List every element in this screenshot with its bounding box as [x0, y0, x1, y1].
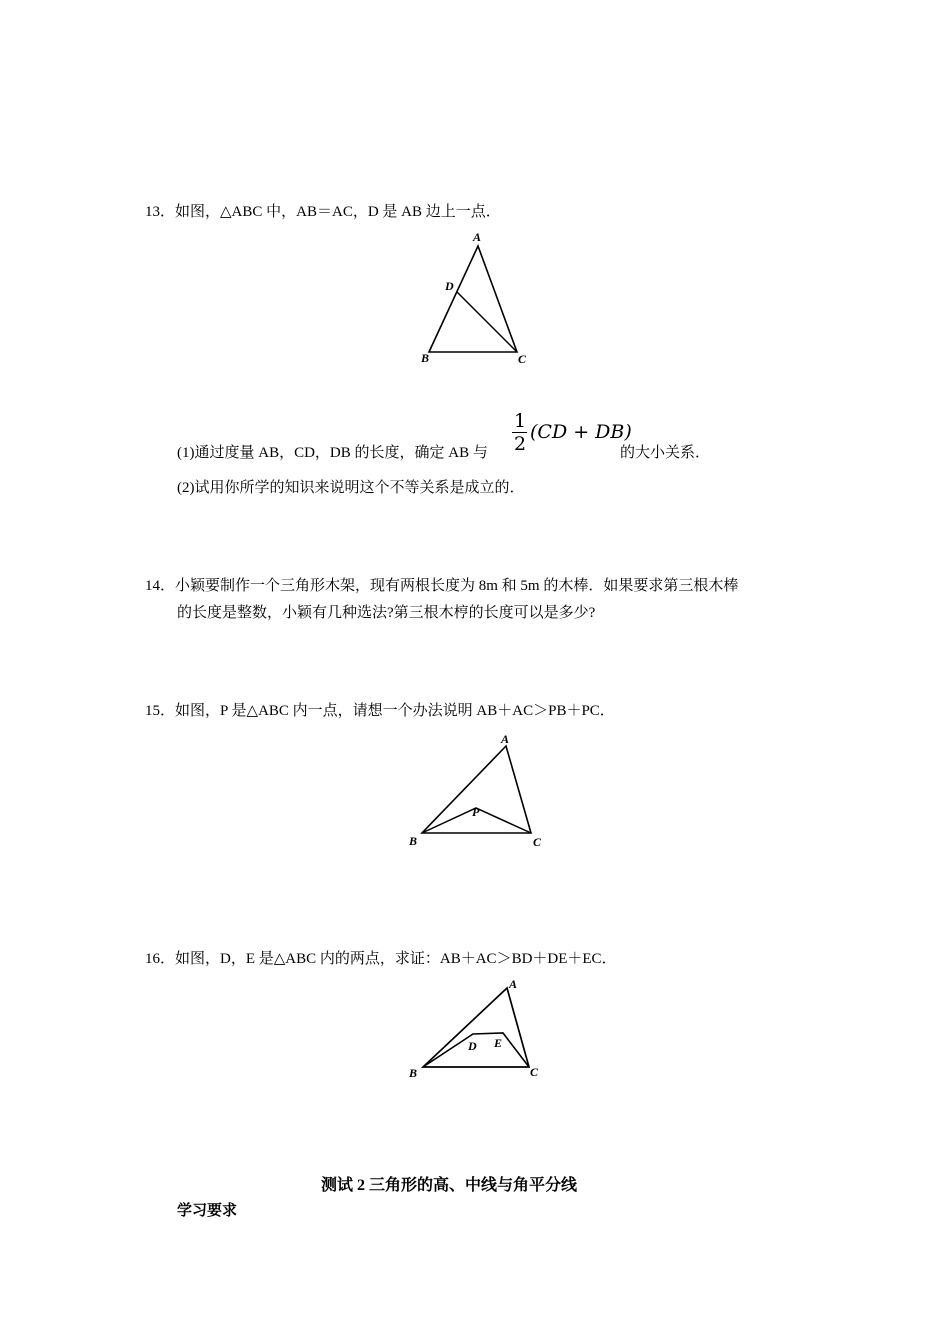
- q16-stem-line: [145, 949, 617, 969]
- q15-label-p: P: [472, 805, 480, 819]
- q13-stem: 如图，△ABC 中，AB＝AC，D 是 AB 边上一点．: [175, 204, 501, 220]
- q15-figure: [400, 728, 560, 858]
- section-title: 测试 2 三角形的高、中线与角平分线: [321, 1177, 578, 1194]
- q13-label-a: A: [473, 230, 482, 244]
- q13-figure: [415, 228, 535, 368]
- q13-triangle-abc: [429, 246, 517, 352]
- q13-fraction-denominator: 2: [514, 433, 527, 455]
- q13-label-c: C: [518, 352, 527, 366]
- q15-triangle-abc: [422, 746, 531, 833]
- q16-stem: 如图，D，E 是△ABC 内的两点，求证：AB＋AC＞BD＋DE＋EC．: [175, 951, 617, 967]
- q15-stem: 如图，P 是△ABC 内一点，请想一个办法说明 AB＋AC＞PB＋PC．: [175, 703, 615, 719]
- q15-number: 15．: [145, 703, 176, 719]
- q13-number: 13．: [145, 204, 176, 220]
- q15-stem-line: [145, 701, 615, 721]
- q15-label-b: B: [409, 834, 418, 848]
- q16-figure: [405, 972, 555, 1087]
- q14-number: 14．: [145, 578, 176, 594]
- q13-part2: (2)试用你所学的知识来说明这个不等关系是成立的．: [177, 480, 525, 496]
- q16-label-c: C: [530, 1065, 539, 1079]
- q16-label-d: D: [468, 1039, 477, 1053]
- q13-label-d: D: [445, 279, 454, 293]
- q14-line2: 的长度是整数，小颖有几种选法?第三根木梈的长度可以是多少?: [177, 605, 596, 621]
- q13-fraction-numerator: 1: [514, 410, 527, 432]
- q14-line1-row: [145, 576, 738, 596]
- q14-line1: 小颖要制作一个三角形木架，现有两根长度为 8m 和 5m 的木棒．如果要求第三根木棒: [175, 578, 739, 594]
- q13-part1-before: (1)通过度量 AB，CD，DB 的长度，确定 AB 与: [177, 445, 488, 461]
- q16-label-e: E: [494, 1036, 503, 1050]
- q16-label-b: B: [409, 1066, 418, 1080]
- q15-label-c: C: [533, 835, 542, 849]
- q16-number: 16．: [145, 951, 176, 967]
- q13-stem-line: [145, 202, 501, 222]
- q16-triangle-abc: [423, 988, 529, 1067]
- q13-part1-after: 的大小关系．: [620, 445, 711, 461]
- q13-segment-dc: [457, 292, 517, 352]
- q15-label-a: A: [501, 732, 510, 746]
- q13-fraction-paren: (CD + DB): [530, 421, 632, 443]
- q16-label-a: A: [509, 977, 518, 991]
- section-subtitle: 学习要求: [177, 1203, 238, 1219]
- q13-label-b: B: [421, 351, 430, 365]
